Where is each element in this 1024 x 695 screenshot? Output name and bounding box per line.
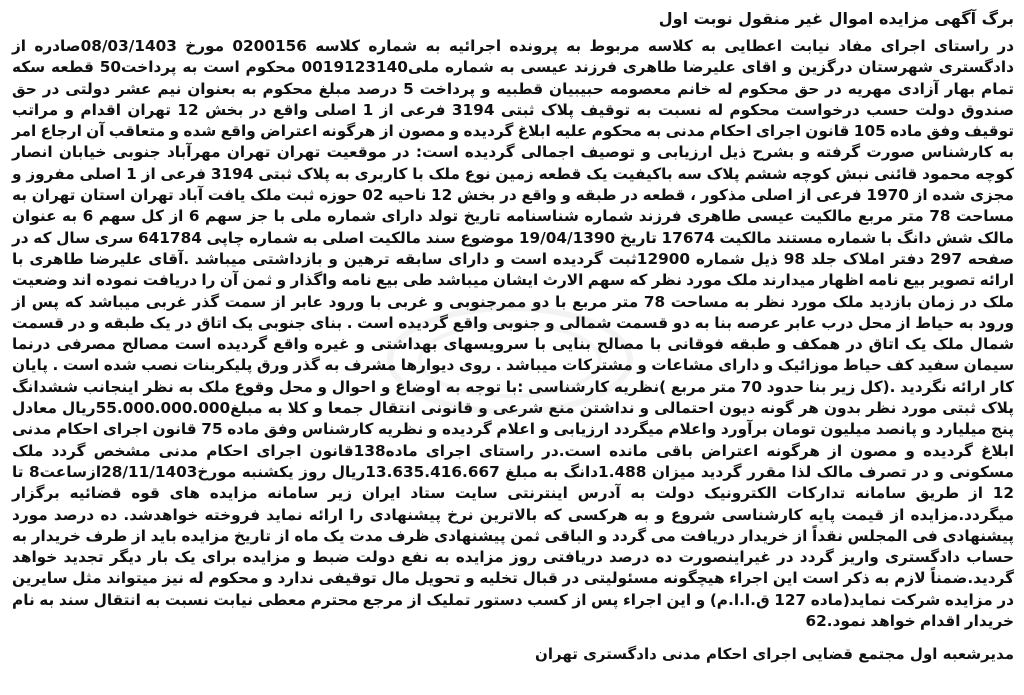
notice-title: برگ آگهی مزایده اموال غیر منقول نوبت اول (658, 9, 1014, 28)
notice-signature: مدیرشعبه اول مجتمع قضایی اجرای احکام مدنی دادگستری تهران (535, 645, 1014, 664)
notice-body: در راستای اجرای مفاد نیابت اعطایی به کلاسه مربوط به پرونده اجرائیه به شماره کلاسه 0200156 مورخ 08/03/1403صادره از دادگستری شهرستان درگزین و اقای علیرضا طاهری فرزند عیسی به شماره ملی0019123140 محکوم است به پرداخت50 قطعه سکه تمام بهار آزادی مهریه در حق محکوم له خانم معصومه حبیبیان قطبیه و پرداخت 5 درصد مبلغ محکوم به بعنوان نیم عشر دولتی در حق صندوق دولت حسب درخواست محکوم له نسبت به توقیف پلاک ثبتی 3194 فرعی از 1 اصلی واقع در بخش 12 تهران اقدام و مراتب توقیف وفق ماده 105 قانون اجرای احکام مدنی به محکوم علیه ابلاغ گردیده و مصون از هرگونه اعتراض واقع شده و متعاقب آن ارجاع امر به کارشناس صورت گرفته و بشرح ذیل ارزیابی و توصیف اجمالی گردیده است: در موقعیت تهران تهران مهرآباد جنوبی خیابان انصار کوچه محمود قائنی نبش کوچه ششم پلاک سه باکیفیت یک قطعه زمین نوع ملک با کاربری به پلاک ثبتی 3194 فرعی از 1 اصلی مفروز و مجزی شده از 1970 فرعی از اصلی مذکور ، قطعه در طبقه و واقع در بخش 12 ناحیه 02 حوزه ثبت ملک یافت آباد تهران استان تهران به مساحت 78 متر مربع مالکیت عیسی طاهری فرزند شماره شناسنامه تاریخ تولد دارای شماره ملی با جز سهم 6 از کل سهم 6 به عنوان مالک شش دانگ با شماره مستند مالکیت 17674 تاریخ 19/04/1390 موضوع سند مالکیت اصلی به شماره چاپی 641784 سری سال که در صفحه 297 دفتر املاک جلد 98 ذیل شماره 12900ثبت گردیده است و دارای سابقه ترهین و بازداشتی میباشد .آقای علیرضا طاهری با ارائه تصویر بیع نامه اظهار میدارند ملک مورد نظر که سهم الارث ایشان میباشد طی بیع نامه واگذار و ثمن آن را دریافت نموده اند وضعیت ملک در زمان بازدید ملک مورد نظر به مساحت 78 متر مربع با دو ممرجنوبی و غربی با ورود عابر از سمت گذر غربی میباشد که پس از ورود به حیاط از محل درب عابر عرصه بنا به دو قسمت شمالی و جنوبی واقع گردیده است . بنای جنوبی یک اتاق در یک طبقه و در قسمت شمال ملک یک اتاق در همکف و طبقه فوقانی با مصالح بنایی با سرویسهای بهداشتی و غیره واقع گردیده است مصالح مصرفی درنما سیمان سفید کف حیاط موزائیک و دارای مشاعات و مشترکات میباشد . روی دیوارها مشرف به گذر ورق پلیکربنات نصب شده است . پایان کار ارائه نگردید .(کل زیر بنا حدود 70 متر مربع )نظریه کارشناسی :با توجه به اوضاع و احوال و محل وقوع ملک به نظر اینجانب ششدانگ پلاک ثبتی مورد نظر بدون هر گونه دیون احتمالی و نداشتن منع شرعی و قانونی انتقال جمعا و کلا به مبلغ55.000.000.000ریال معادل پنج میلیارد و پانصد میلیون تومان برآورد واعلام میگردد ارزیابی و اعلام گردیده و نظریه کارشناس وفق ماده 75 قانون اجرای احکام مدنی ابلاغ گردیده و مصون از هرگونه اعتراض باقی مانده است.در راستای اجرای ماده138قانون اجرای احکام مدنی مشخص گردد ملک مسکونی و در تصرف مالک لذا مقرر گردید میزان 1.488دانگ به مبلغ 13.635.416.667ریال روز یکشنبه مورخ28/11/1403ازساعت8 تا 12 از طریق سامانه تدارکات الکترونیک دولت به آدرس اینترنتی سایت ستاد ایران زیر سامانه مزایده های قوه قضائیه برگزار میگردد.مزایده از قیمت پایه کارشناسی شروع و به هرکسی که بالاترین نرخ پیشنهادی را ارائه نماید فروخته خواهدشد. ده درصد مورد پیشنهادی فی المجلس نقداً از خریدار دریافت می گردد و الباقی ثمن پیشنهادی ظرف مدت یک ماه از تاریخ مزایده باید از طرف خریدار به حساب دادگستری واریز گردد در غیراینصورت ده درصد دریافتی روز مزایده به نفع دولت ضبط و مزایده برای یک بار دیگر تجدید خواهد گردید.ضمناً لازم به ذکر است این اجراء هیچگونه مسئولیتی در قبال تخلیه و تحویل مال توقیفی ندارد و محکوم له نیز میتواند مثل سایرین در مزایده شرکت نماید(ماده 127 ق.ا.ا.م) و این اجراء پس از کسب دستور تملیک از مرجع محترم معطی نیابت نسبت به انتقال سند به نام خریدار اقدام خواهد نمود.62 (12, 37, 1015, 631)
